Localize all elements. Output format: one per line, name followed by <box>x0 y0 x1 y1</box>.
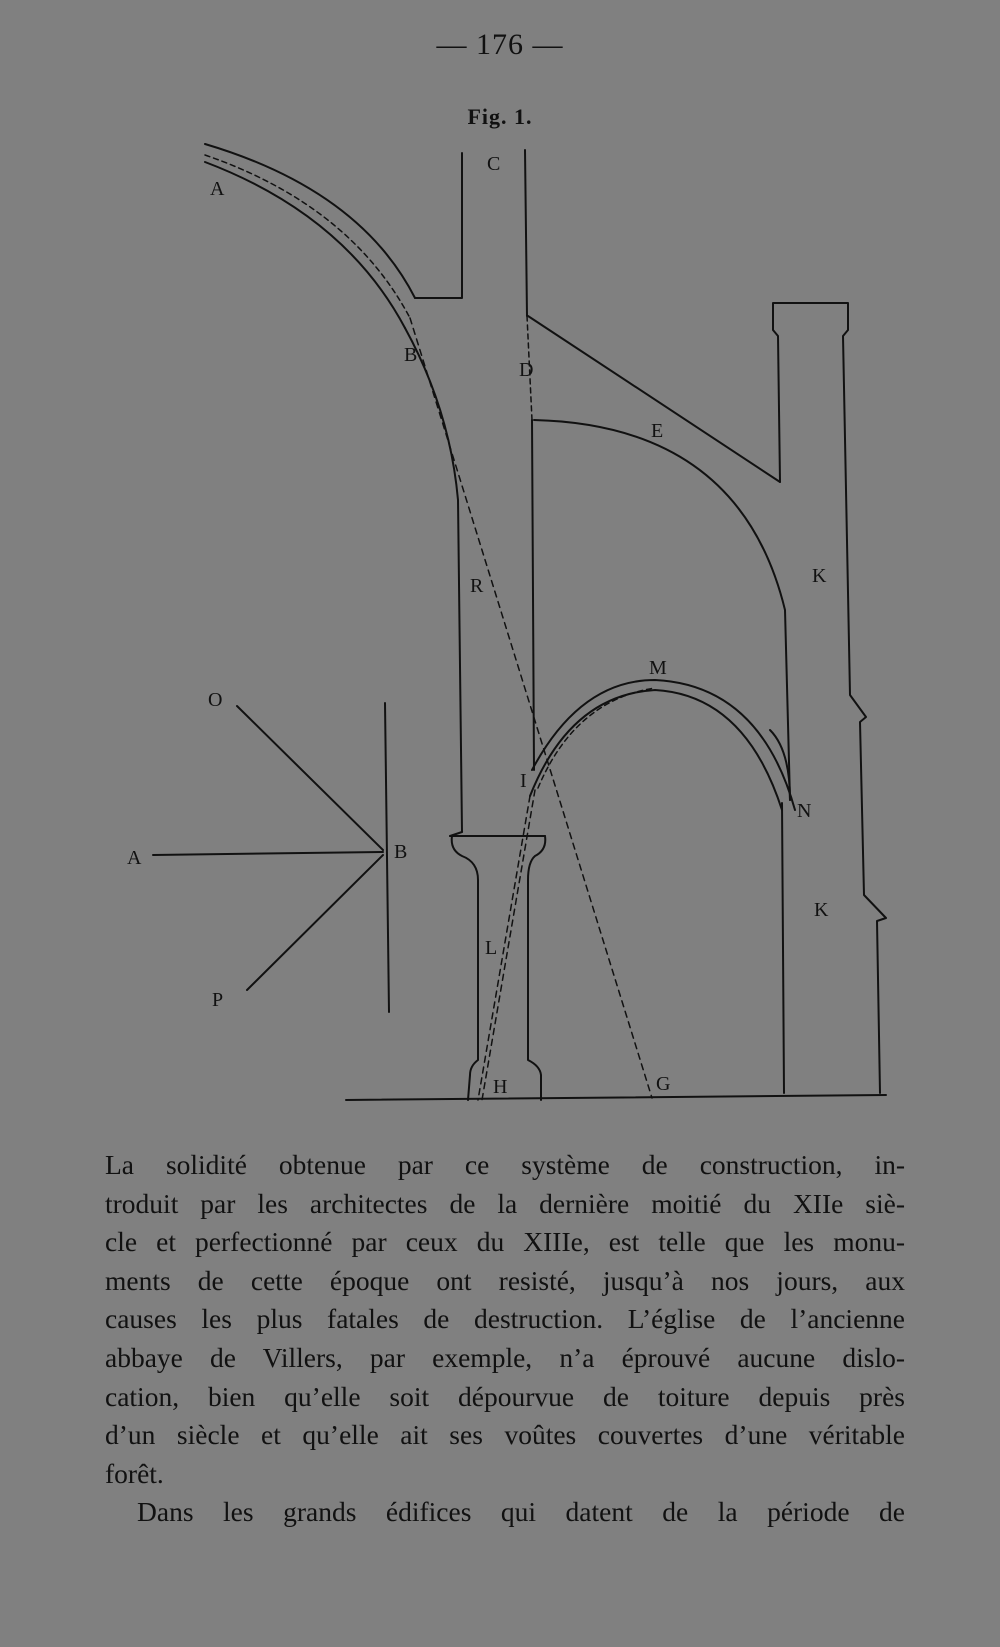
text-line: cation, bien qu’elle soit dépourvue de toiture depuis près <box>105 1380 905 1412</box>
text-line: causes les plus fatales de destruction. L’église de l’ancienne <box>105 1303 905 1335</box>
text-line: d’un siècle et qu’elle ait ses voûtes couvertes d’une véritable <box>105 1419 905 1451</box>
figure-caption: Fig. 1. <box>467 104 533 129</box>
label-r: R <box>470 575 484 597</box>
thrust-lines <box>410 318 652 1100</box>
text-line: forêt. <box>105 1457 164 1489</box>
aisle-arch <box>530 680 795 810</box>
upper-vault-arch <box>205 144 415 328</box>
text-line: La solidité obtenue par ce système de construction, in- <box>105 1149 905 1180</box>
text-line: Dans les grands édifices qui datent de la période de <box>137 1496 905 1528</box>
text-line: cle et perfectionné par ceux du XIIIe, est telle que les monu- <box>105 1226 905 1258</box>
text-line: abbaye de Villers, par exemple, n’a éprouvé aucune dislo- <box>105 1341 905 1373</box>
body-text <box>105 1146 905 1532</box>
label-p: P <box>212 989 224 1011</box>
label-d: D <box>519 359 534 381</box>
column <box>450 832 545 1100</box>
label-k-top: K <box>812 565 827 587</box>
label-b-top: B <box>404 344 418 366</box>
label-c: C <box>487 153 501 175</box>
label-i: I <box>520 770 527 792</box>
label-e: E <box>651 420 664 442</box>
label-n: N <box>797 800 812 822</box>
label-o: O <box>208 689 223 711</box>
text-line: ments de cette époque ont resisté, jusqu’à nos jours, aux <box>105 1264 905 1296</box>
label-m: M <box>649 657 667 679</box>
text-line: troduit par les architectes de la dernière moitié du XIIe siè- <box>105 1187 905 1219</box>
force-diagram <box>153 703 389 1012</box>
label-l: L <box>485 937 498 959</box>
ground-line <box>346 1095 886 1100</box>
main-pier <box>405 150 534 832</box>
label-g: G <box>656 1073 671 1095</box>
label-a-top: A <box>210 178 225 200</box>
label-a-left: A <box>127 847 142 869</box>
label-h: H <box>493 1076 508 1098</box>
label-b-mid: B <box>394 841 408 863</box>
page-number: — 176 — <box>436 28 564 61</box>
label-k-bottom: K <box>814 899 829 921</box>
flying-buttress <box>528 316 790 800</box>
